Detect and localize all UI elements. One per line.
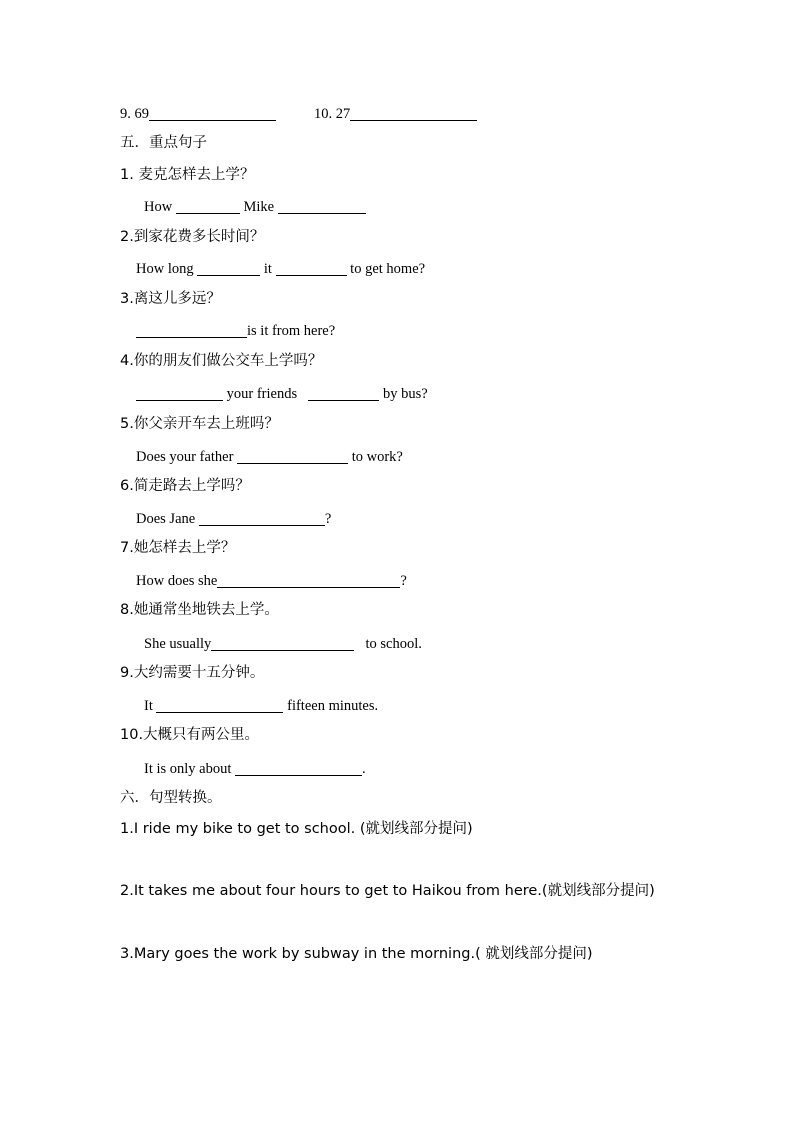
s5-q10-prompt: 10.大概只有两公里。 xyxy=(120,727,260,743)
s5-q7-prompt: 7.她怎样去上学？ xyxy=(120,540,236,556)
s5-q5-text-1: Does your father xyxy=(136,449,234,465)
s5-q9-text-1: It xyxy=(144,698,153,714)
s5-q8-blank-1[interactable] xyxy=(211,636,354,651)
s5-q5-prompt: 5.你父亲开车去上班吗？ xyxy=(120,416,279,432)
item-9-blank[interactable] xyxy=(149,106,276,121)
s5-q3-answer xyxy=(136,323,335,339)
s5-q2-text-2: it xyxy=(263,261,272,277)
s5-q6-blank-1[interactable] xyxy=(199,511,325,526)
s5-q6-answer xyxy=(136,511,331,527)
s5-q1-answer xyxy=(144,199,366,215)
section-6-title: 六．句型转换。 xyxy=(120,790,222,806)
s6-item-2: 2.It takes me about four hours to get to Haikou from here.(就划线部分提问) xyxy=(120,883,655,899)
s5-q8-answer xyxy=(144,636,422,652)
s5-q8-prompt: 8.她通常坐地铁去上学。 xyxy=(120,602,279,618)
s5-q4-answer xyxy=(136,386,428,402)
s5-q5-blank-1[interactable] xyxy=(237,449,348,464)
s5-q9-answer xyxy=(144,698,378,714)
s5-q9-blank-1[interactable] xyxy=(156,698,283,713)
s5-q4-prompt: 4.你的朋友们做公交车上学吗？ xyxy=(120,353,323,369)
s5-q2-text-1: How long xyxy=(136,261,194,277)
s5-q9-prompt: 9.大约需要十五分钟。 xyxy=(120,665,265,681)
s5-q10-blank-1[interactable] xyxy=(235,761,362,776)
s5-q9-text-2: fifteen minutes. xyxy=(287,698,379,714)
s5-q3-text-1: is it from here? xyxy=(247,323,336,339)
item-10-label: 10. 27 xyxy=(314,106,351,122)
s6-item-1: 1.I ride my bike to get to school. (就划线部分提问) xyxy=(120,821,473,837)
item-9-label: 9. 69 xyxy=(120,106,149,122)
s5-q4-text-1: your friends xyxy=(226,386,298,402)
s5-q7-answer xyxy=(136,573,407,589)
s5-q7-text-1: How does she xyxy=(136,573,218,589)
s5-q1-prompt: 1. 麦克怎样去上学？ xyxy=(120,167,255,183)
s5-q4-text-2: by bus? xyxy=(382,386,428,402)
s5-q2-blank-2[interactable] xyxy=(276,261,347,276)
s5-q5-text-2: to work? xyxy=(351,449,403,465)
s5-q10-text-1: It is only about xyxy=(144,761,232,777)
s5-q1-blank-2[interactable] xyxy=(278,199,366,214)
s5-q7-text-2: ? xyxy=(400,573,407,589)
s5-q8-text-1: She usually xyxy=(144,636,212,652)
s5-q3-blank-1[interactable] xyxy=(136,323,247,338)
s5-q7-blank-1[interactable] xyxy=(217,573,400,588)
s5-q1-text-1: How xyxy=(144,199,173,215)
s5-q10-text-2: . xyxy=(362,761,366,777)
s5-q10-answer xyxy=(144,761,366,777)
s5-q2-blank-1[interactable] xyxy=(197,261,260,276)
s5-q6-text-1: Does Jane xyxy=(136,511,196,527)
top-row xyxy=(120,106,477,122)
s5-q1-text-2: Mike xyxy=(243,199,275,215)
s5-q6-prompt: 6.简走路去上学吗？ xyxy=(120,478,250,494)
s5-q1-blank-1[interactable] xyxy=(176,199,240,214)
s5-q2-prompt: 2.到家花费多长时间？ xyxy=(120,229,265,245)
s5-q4-blank-1[interactable] xyxy=(136,386,223,401)
s5-q4-blank-2[interactable] xyxy=(308,386,379,401)
s5-q5-answer xyxy=(136,449,403,465)
s5-q2-answer xyxy=(136,261,425,277)
s5-q6-text-2: ? xyxy=(324,511,332,527)
item-10-blank[interactable] xyxy=(350,106,477,121)
section-5-title: 五．重点句子 xyxy=(120,135,207,151)
s5-q3-prompt: 3.离这儿多远？ xyxy=(120,291,221,307)
s5-q2-text-3: to get home? xyxy=(350,261,426,277)
s6-item-3: 3.Mary goes the work by subway in the morning.( 就划线部分提问) xyxy=(120,946,593,962)
s5-q8-text-2: to school. xyxy=(365,636,422,652)
